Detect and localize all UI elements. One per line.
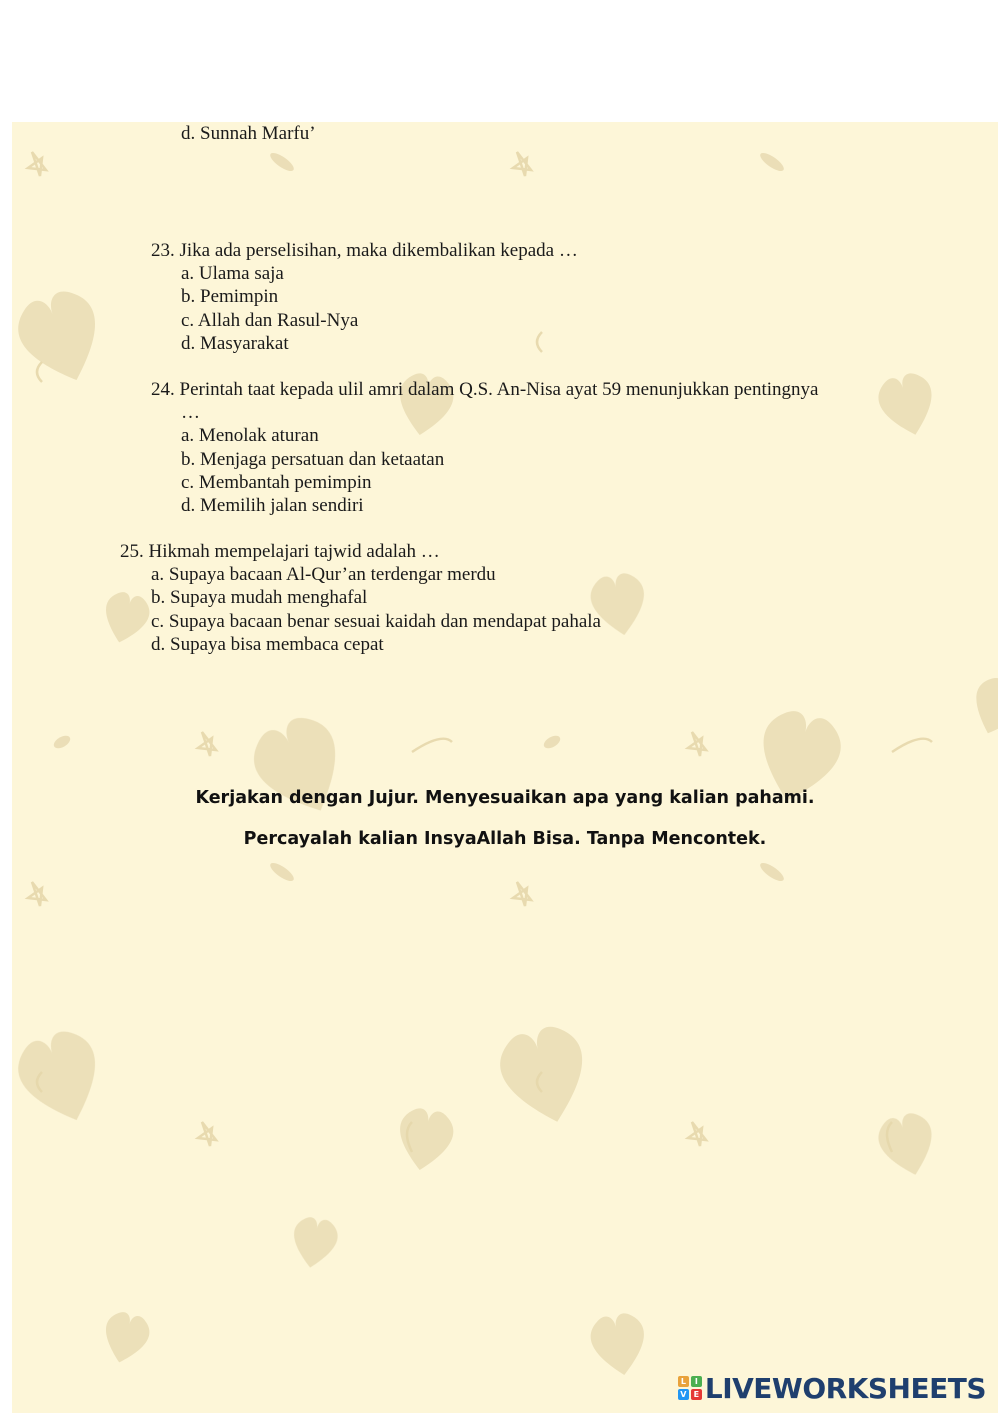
question-25-option-b: b. Supaya mudah menghafal bbox=[151, 587, 368, 608]
logo-tile-v: V bbox=[678, 1389, 689, 1400]
question-23-option-c: c. Allah dan Rasul-Nya bbox=[181, 310, 359, 331]
logo-tile-e: E bbox=[691, 1389, 702, 1400]
question-24-option-b: b. Menjaga persatuan dan ketaatan bbox=[181, 449, 445, 470]
heart-pattern-background bbox=[12, 122, 998, 1413]
question-24-stem-continued: … bbox=[181, 402, 200, 423]
question-23-option-b: b. Pemimpin bbox=[181, 286, 279, 307]
question-25-option-a: a. Supaya bacaan Al-Qur’an terdengar merdu bbox=[151, 564, 496, 585]
prev-option-d: d. Sunnah Marfu’ bbox=[181, 123, 316, 144]
liveworksheets-logo bbox=[678, 1371, 986, 1405]
question-24-stem: 24. Perintah taat kepada ulil amri dalam Q.S. An-Nisa ayat 59 menunjukkan pentingnya bbox=[151, 379, 819, 400]
question-24-option-a: a. Menolak aturan bbox=[181, 425, 319, 446]
question-25-option-c: c. Supaya bacaan benar sesuai kaidah dan mendapat pahala bbox=[151, 611, 601, 632]
question-23-option-a: a. Ulama saja bbox=[181, 263, 284, 284]
question-25-stem: 25. Hikmah mempelajari tajwid adalah … bbox=[120, 541, 440, 562]
logo-tile-i: I bbox=[691, 1376, 702, 1387]
question-23-stem: 23. Jika ada perselisihan, maka dikembalikan kepada … bbox=[151, 240, 578, 261]
logo-tile-l: L bbox=[678, 1376, 689, 1387]
question-23-option-d: d. Masyarakat bbox=[181, 333, 289, 354]
question-24-option-d: d. Memilih jalan sendiri bbox=[181, 495, 364, 516]
question-24-option-c: c. Membantah pemimpin bbox=[181, 472, 372, 493]
question-25-option-d: d. Supaya bisa membaca cepat bbox=[151, 634, 384, 655]
closing-message-2: Percayalah kalian InsyaAllah Bisa. Tanpa Mencontek. bbox=[243, 829, 767, 849]
worksheet-page bbox=[12, 122, 998, 1413]
liveworksheets-icon bbox=[678, 1376, 702, 1400]
brand-name: LIVEWORKSHEETS bbox=[704, 1371, 986, 1405]
closing-message-1: Kerjakan dengan Jujur. Menyesuaikan apa yang kalian pahami. bbox=[195, 788, 815, 808]
